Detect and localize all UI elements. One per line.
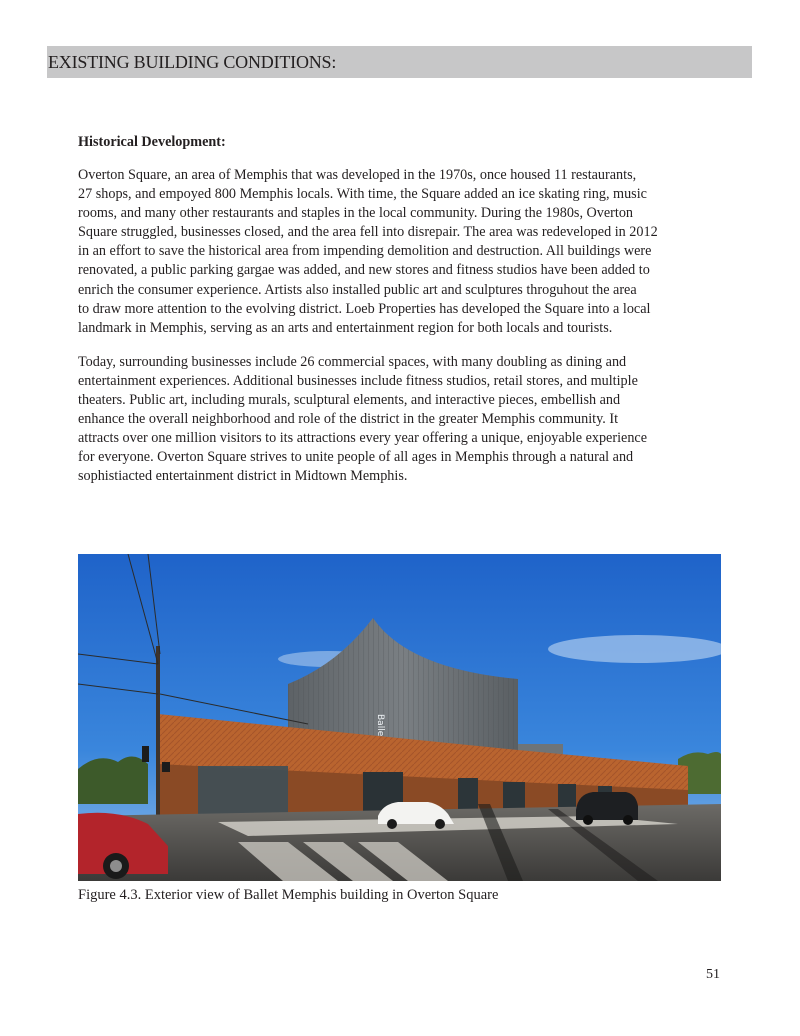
text-line: 27 shops, and empoyed 800 Memphis locals. With time, the Square added an ice skating ring, music (78, 186, 647, 203)
paragraph-history (78, 166, 728, 338)
figure-caption: Figure 4.3. Exterior view of Ballet Memphis building in Overton Square (78, 887, 499, 903)
building-photo (78, 554, 721, 881)
text-line: to draw more attention to the evolving district. Loeb Properties has developed the Square into a local (78, 300, 651, 317)
text-line: enhance the overall neighborhood and role of the district in the greater Memphis community. It (78, 411, 619, 428)
section-header-band (47, 46, 752, 78)
text-line: landmark in Memphis, serving as an arts and entertainment region for both locals and tourists. (78, 319, 613, 336)
building-photo-illustration (78, 554, 721, 881)
text-line: theaters. Public art, including murals, sculptural elements, and interactive pieces, embellish and (78, 392, 621, 409)
text-line: renovated, a public parking gargae was added, and new stores and fitness studios have been added to (78, 262, 650, 279)
text-line: sophistiacted entertainment district in Midtown Memphis. (78, 468, 408, 485)
text-line: in an effort to save the historical area from impending demolition and destruction. All buildings were (78, 243, 652, 260)
text-line: for everyone. Overton Square strives to unite people of all ages in Memphis through a natural and (78, 449, 634, 466)
text-line: Square struggled, businesses closed, and the area fell into disrepair. The area was redeveloped in 2012 (78, 224, 658, 241)
page-number: 51 (706, 967, 720, 982)
text-line: attracts over one million visitors to its attractions every year offering a unique, enjoyable experience (78, 430, 648, 447)
text-line: enrich the consumer experience. Artists also installed public art and sculptures throguhout the area (78, 281, 637, 298)
section-header-title: EXISTING BUILDING CONDITIONS: (48, 52, 337, 72)
subsection-heading: Historical Development: (78, 134, 226, 150)
text-line: rooms, and many other restaurants and staples in the local community. During the 1980s, Overton (78, 205, 634, 222)
text-line: entertainment experiences. Additional businesses include fitness studios, retail stores, and multiple (78, 372, 638, 389)
body-text (78, 133, 728, 502)
paragraph-today (78, 353, 728, 487)
text-line: Today, surrounding businesses include 26 commercial spaces, with many doubling as dining and (78, 353, 627, 370)
text-line: Overton Square, an area of Memphis that was developed in the 1970s, once housed 11 restaurants, (78, 167, 637, 183)
